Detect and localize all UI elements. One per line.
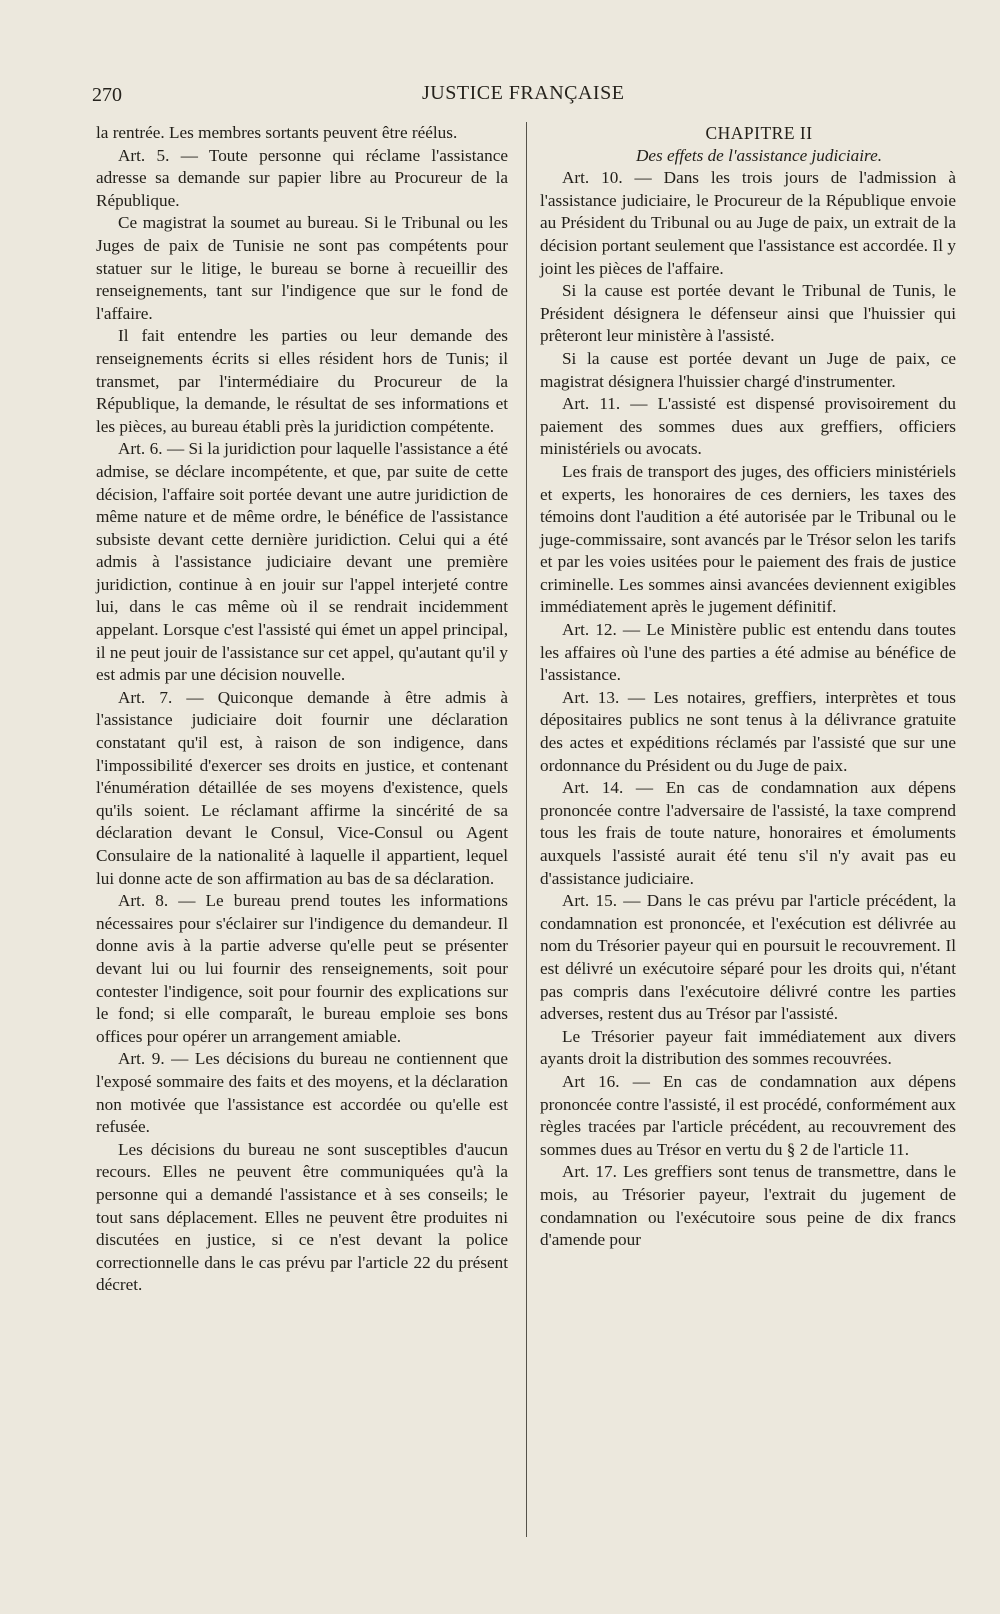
paragraph-art-11: Art. 11. — L'assisté est dispensé provisoirement du paiement des sommes dues aux greffiers, officiers ministériels ou avocats. — [540, 394, 956, 459]
paragraph: Il fait entendre les parties ou leur demande des renseignements écrits si elles résident hors de Tunis; il transmet, par l'intermédiaire du Procureur de la République, la demande, le résultat de ses informations et les pièces, au bureau établi près la juridiction compétente. — [96, 326, 508, 436]
paragraph-art-13: Art. 13. — Les notaires, greffiers, interprètes et tous dépositaires publics ne sont tenus à la délivrance gratuite des actes et expéditions réclamés par l'assisté que sur une ordonnance du Président ou du Juge de paix. — [540, 687, 956, 775]
paragraph-art-10: Art. 10. — Dans les trois jours de l'admission à l'assistance judiciaire, le Procureur de la République envoie au Président du Tribunal ou au Juge de paix, un extrait de la décision portant seulement que l'assistance est accordée. Il y joint les pièces de l'affaire. — [540, 168, 956, 278]
paragraph-art-8: Art. 8. — Le bureau prend toutes les informations nécessaires pour s'éclairer sur l'indigence du demandeur. Il donne avis à la partie adverse qu'elle peut se présenter devant lui ou lui fournir des renseignements, soit pour contester l'indigence, soit pour fournir des explications sur le fond; si elle comparaît, le bureau emploie ses bons offices pour opérer un arrangement amiable. — [96, 891, 508, 1046]
paragraph: Les frais de transport des juges, des officiers ministériels et experts, les honoraires de ces derniers, les taxes des témoins dont l'audition a été autorisée par le Tribunal ou le juge-commissaire, sont avancés par le Trésor selon les tarifs et par les voies usitées pour le paiement des frais de justice criminelle. Les sommes ainsi avancées deviennent exigibles immédiatement après le jugement définitif. — [540, 461, 956, 617]
chapter-heading: CHAPITRE II — [705, 123, 813, 143]
running-head — [92, 78, 952, 108]
page-number: 270 — [92, 84, 122, 106]
paragraph: Si la cause est portée devant un Juge de paix, ce magistrat désignera l'huissier chargé d'instrumenter. — [540, 348, 956, 391]
paragraph: Si la cause est portée devant le Tribunal de Tunis, le Président désignera le défenseur ainsi que l'huissier qui prêteront leur ministère à l'assisté. — [540, 281, 956, 346]
column-divider — [526, 122, 527, 1537]
paragraph-art-17: Art. 17. Les greffiers sont tenus de transmettre, dans le mois, au Trésorier payeur, l'extrait du jugement de condamnation ou l'exécutoire sous peine de dix francs d'amende pour — [540, 1162, 956, 1250]
paragraph-art-5: Art. 5. — Toute personne qui réclame l'assistance adresse sa demande sur papier libre au Procureur de la République. — [96, 145, 508, 210]
paragraph-art-15: Art. 15. — Dans le cas prévu par l'article précédent, la condamnation est prononcée, et l'exécution est délivrée au nom du Trésorier payeur qui en poursuit le recouvrement. Il est délivré un exécutoire séparé pour les droits qui, n'étant pas compris dans l'exécutoire délivré contre les parties adverses, restent dus au Trésor par l'assisté. — [540, 891, 956, 1024]
right-column — [540, 122, 956, 1252]
paragraph-art-14: Art. 14. — En cas de condamnation aux dépens prononcée contre l'adversaire de l'assisté, la taxe comprend tous les frais de toute nature, honoraires et émoluments auxquels l'assisté aurait été tenu s'il n'y avait pas eu d'assistance judiciaire. — [540, 778, 956, 888]
paragraph-art-16: Art 16. — En cas de condamnation aux dépens prononcée contre l'assisté, il est procédé, conformément aux règles tracées par l'article précédent, au recouvrement des sommes dues au Trésor en vertu du § 2 de l'article 11. — [540, 1071, 956, 1159]
paragraph: Le Trésorier payeur fait immédiatement aux divers ayants droit la distribution des sommes recouvrées. — [540, 1026, 956, 1069]
paragraph-art-9: Art. 9. — Les décisions du bureau ne contiennent que l'exposé sommaire des faits et des moyens, et la déclaration non motivée que l'assistance est accordée ou qu'elle est refusée. — [96, 1049, 508, 1137]
chapter-subtitle: Des effets de l'assistance judiciaire. — [635, 145, 882, 165]
paragraph: Les décisions du bureau ne sont susceptibles d'aucun recours. Elles ne peuvent être communiquées qu'à la personne qui a demandé l'assistance et à ses conseils; le tout sans déplacement. Elles ne peuvent être produites ni discutées en justice, si ce n'est devant la police correctionnelle dans le cas prévu par l'article 22 du présent décret. — [96, 1139, 508, 1295]
running-title: JUSTICE FRANÇAISE — [422, 82, 625, 104]
paragraph: la rentrée. Les membres sortants peuvent être réélus. — [96, 123, 458, 142]
paragraph-art-7: Art. 7. — Quiconque demande à être admis à l'assistance judiciaire doit fournir une déclaration constatant qu'il est, à raison de son indigence, dans l'impossibilité d'exercer ses droits en justice, et contenant l'énumération détaillée de ses moyens d'existence, quels qu'ils soient. Le réclamant affirme la sincérité de sa déclaration devant le Consul, Vice-Consul ou Agent Consulaire de la nationalité à laquelle il appartient, lequel lui donne acte de son affirmation au bas de sa déclaration. — [96, 687, 508, 888]
paragraph: Ce magistrat la soumet au bureau. Si le Tribunal ou les Juges de paix de Tunisie ne sont pas compétents pour statuer sur le litige, le bureau se borne à recueillir des renseignements, tant sur l'indigence que sur le fond de l'affaire. — [96, 213, 508, 323]
paragraph-art-6: Art. 6. — Si la juridiction pour laquelle l'assistance a été admise, se déclare incompétente, et que, par suite de cette décision, l'affaire soit portée devant une autre juridiction de même nature et de même ordre, le bénéfice de l'assistance subsiste devant cette dernière juridiction. Celui qui a été admis à l'assistance judiciaire devant une première juridiction, continue à en jouir sur l'appel interjeté contre lui, dans le cas même où il se rendrait incidemment appelant. Lorsque c'est l'assisté qui émet un appel principal, il ne peut jouir de l'assistance sur cet appel, qu'autant qu'il y est admis par une décision nouvelle. — [96, 439, 508, 685]
paragraph-art-12: Art. 12. — Le Ministère public est entendu dans toutes les affaires où l'une des parties a été admise au bénéfice de l'assistance. — [540, 620, 956, 685]
left-column — [96, 122, 508, 1297]
